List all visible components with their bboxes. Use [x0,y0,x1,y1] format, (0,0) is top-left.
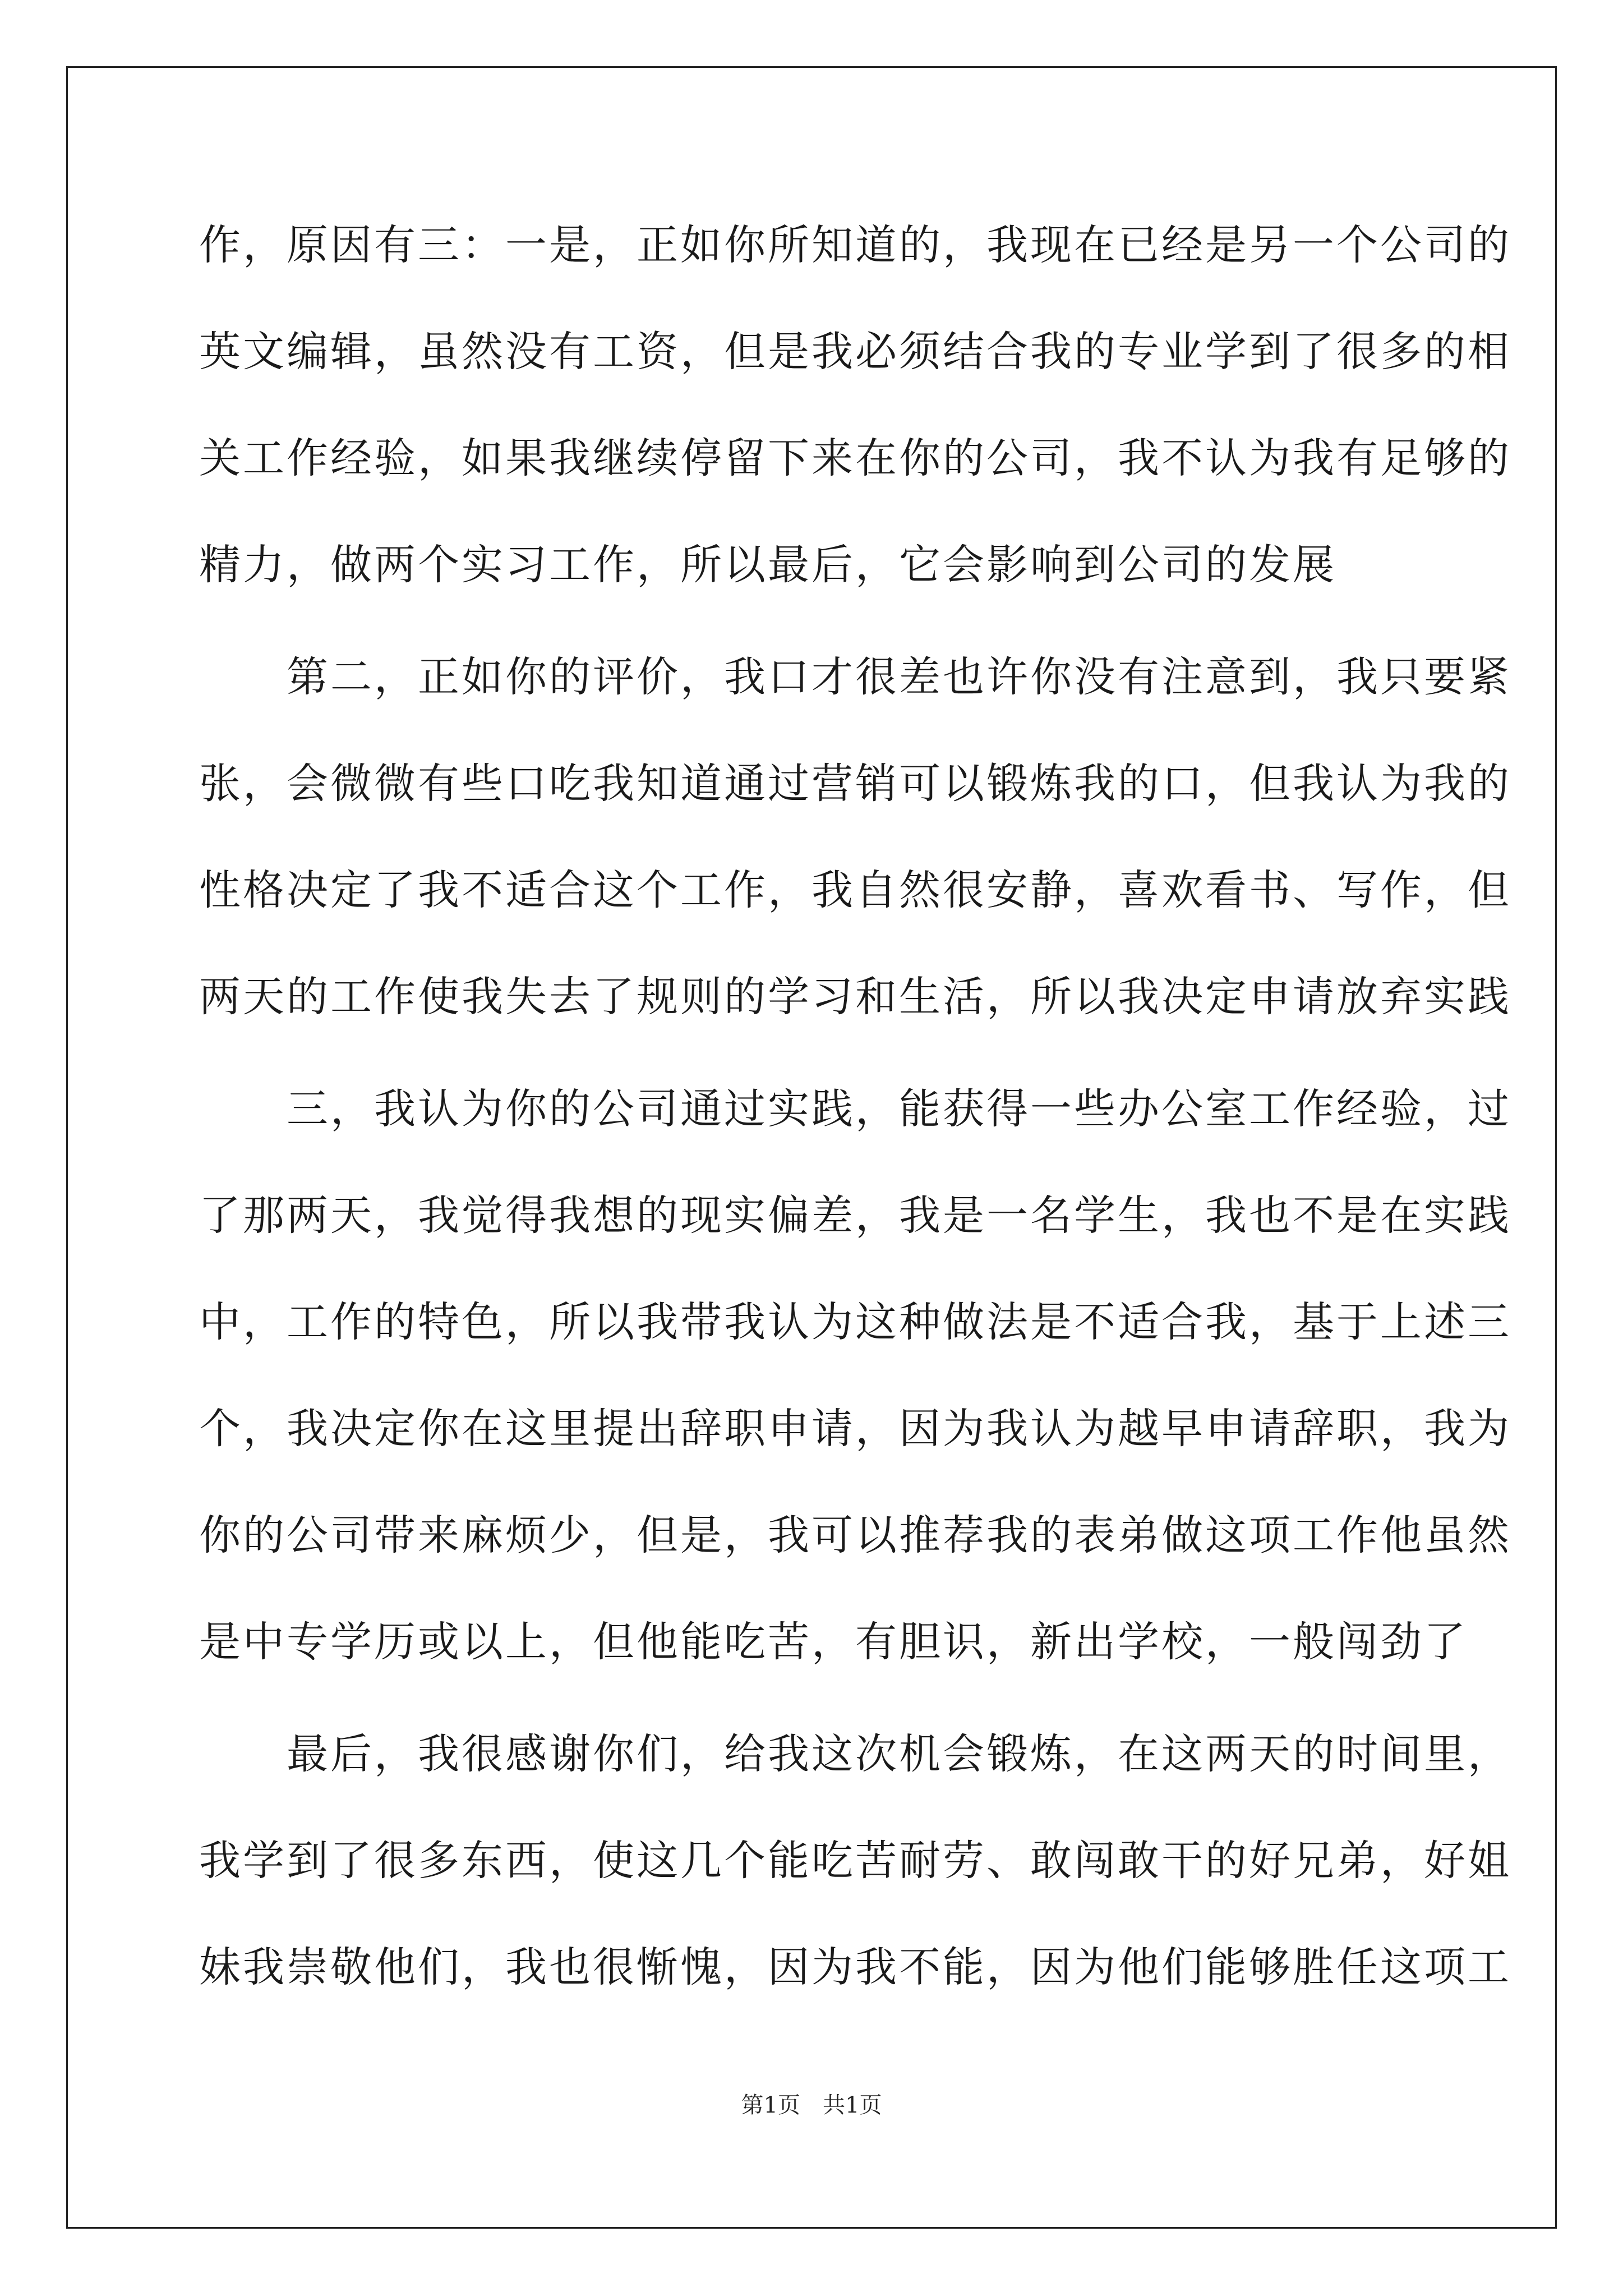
page-footer [0,2094,1623,2116]
text-line: 英文编辑，虽然没有工资，但是我必须结合我的专业学到了很多的相 [199,328,1511,376]
text-line: 最后，我很感谢你们，给我这次机会锻炼，在这两天的时间里， [199,1730,1511,1778]
text-line: 个，我决定你在这里提出辞职申请，因为我认为越早申请辞职，我为 [199,1405,1511,1453]
text-line: 是中专学历或以上，但他能吃苦，有胆识，新出学校，一般闯劲了 [199,1618,1468,1666]
text-line: 中，工作的特色，所以我带我认为这种做法是不适合我，基于上述三 [199,1298,1511,1346]
text-line: 第二，正如你的评价，我口才很差也许你没有注意到，我只要紧 [199,653,1511,701]
text-line: 关工作经验，如果我继续停留下来在你的公司，我不认为我有足够的 [199,434,1511,482]
page-border [66,66,1557,2229]
text-line: 两天的工作使我失去了规则的学习和生活，所以我决定申请放弃实践 [199,973,1511,1021]
text-line: 性格决定了我不适合这个工作，我自然很安静，喜欢看书、写作，但 [199,866,1511,914]
text-line: 三，我认为你的公司通过实践，能获得一些办公室工作经验，过 [199,1085,1511,1133]
text-line: 妹我崇敬他们，我也很惭愧，因为我不能，因为他们能够胜任这项工 [199,1943,1511,1991]
text-line: 我学到了很多东西，使这几个能吃苦耐劳、敢闯敢干的好兄弟，好姐 [199,1837,1511,1885]
text-line: 了那两天，我觉得我想的现实偏差，我是一名学生，我也不是在实践 [199,1191,1511,1240]
text-line: 你的公司带来麻烦少，但是，我可以推荐我的表弟做这项工作他虽然 [199,1511,1511,1559]
text-line: 作，原因有三：一是，正如你所知道的，我现在已经是另一个公司的 [199,221,1511,269]
text-line: 精力，做两个实习工作，所以最后，它会影响到公司的发展 [199,541,1336,589]
text-line: 张，会微微有些口吃我知道通过营销可以锻炼我的口，但我认为我的 [199,760,1511,808]
page-number: 第1页 共1页 [741,2092,882,2118]
